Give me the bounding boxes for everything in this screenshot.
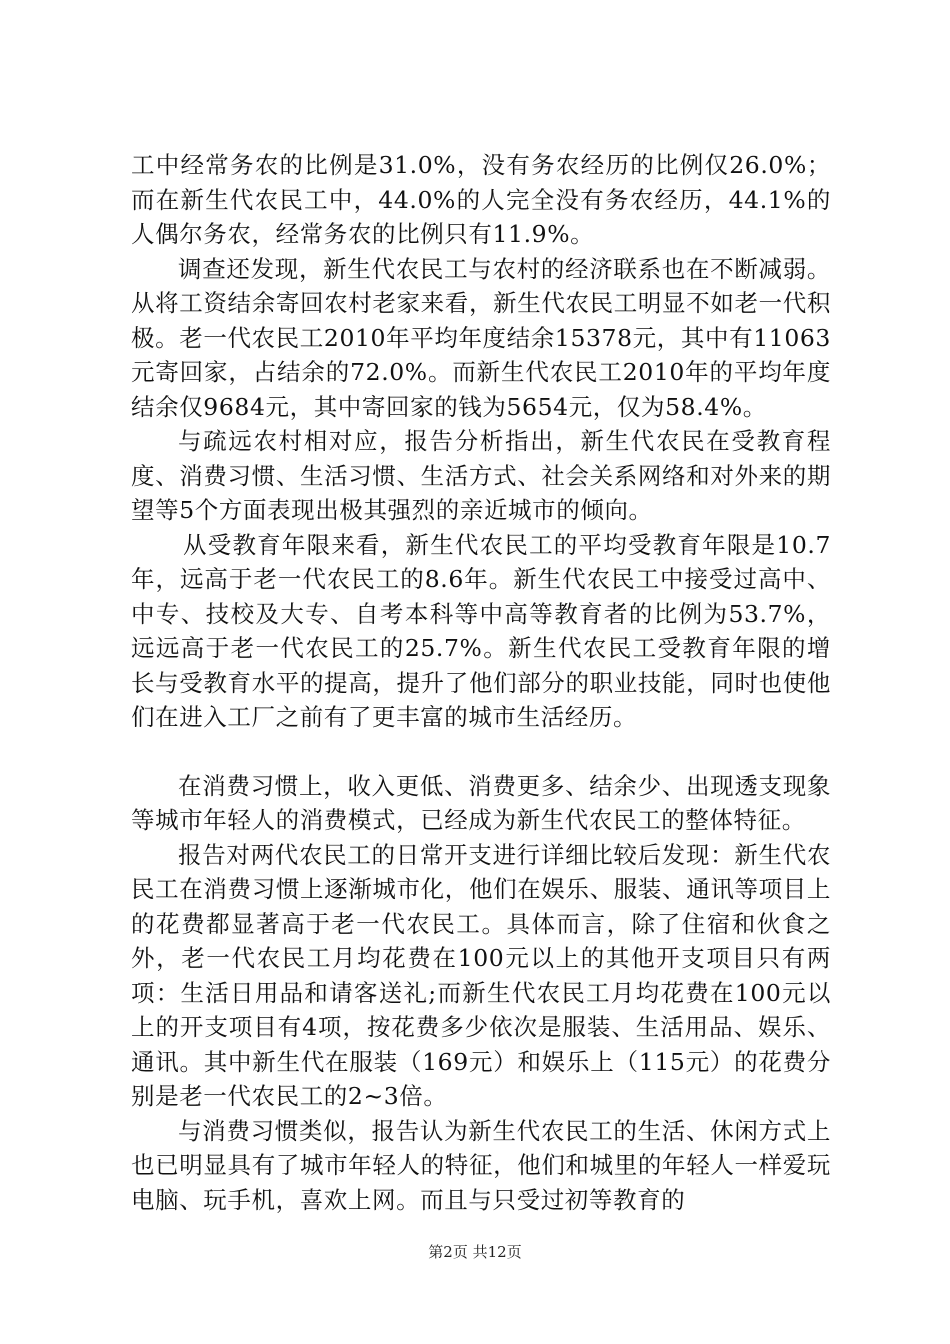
page-number-footer: 第2页 共12页 [428,1243,522,1261]
paragraph-consumption-habits: 在消费习惯上，收入更低、消费更多、结余少、出现透支现象等城市年轻人的消费模式，已经成为新生代农民工的整体特征。 [131,771,831,834]
paragraph-urban-tendency: 与疏远农村相对应，报告分析指出，新生代农民在受教育程度、消费习惯、生活习惯、生活方式、社会关系网络和对外来的期望等5个方面表现出极其强烈的亲近城市的倾向。 [131,427,831,524]
paragraph-farming-ratio: 工中经常务农的比例是31.0%，没有务农经历的比例仅26.0%；而在新生代农民工中，44.0%的人完全没有务农经历，44.1%的人偶尔务农，经常务农的比例只有11.9%。 [131,151,831,248]
paragraph-education: 从受教育年限来看，新生代农民工的平均受教育年限是10.7年，远高于老一代农民工的8.6年。新生代农民工中接受过高中、中专、技校及大专、自考本科等中高等教育者的比例为53.7%，远远高于老一代农民工的25.7%。新生代农民工受教育年限的增长与受教育水平的提高，提升了他们部分的职业技能，同时也使他们在进入工厂之前有了更丰富的城市生活经历。 [131,530,831,731]
paragraph-lifestyle: 与消费习惯类似，报告认为新生代农民工的生活、休闲方式上也已明显具有了城市年轻人的特征，他们和城里的年轻人一样爱玩电脑、玩手机，喜欢上网。而且与只受过初等教育的 [131,1116,831,1214]
document-body [131,148,831,1217]
paragraph-expense-comparison: 报告对两代农民工的日常开支进行详细比较后发现：新生代农民工在消费习惯上逐渐城市化，他们在娱乐、服装、通讯等项目上的花费都显著高于老一代农民工。具体而言，除了住宿和伙食之外，老一代农民工月均花费在100元以上的其他开支项目只有两项：生活日用品和请客送礼;而新生代农民工月均花费在100元以上的开支项目有4项，按花费多少依次是服装、生活用品、娱乐、通讯。其中新生代在服装（169元）和娱乐上（115元）的花费分别是老一代农民工的2~3倍。 [131,840,831,1110]
paragraph-economic-ties: 调查还发现，新生代农民工与农村的经济联系也在不断减弱。从将工资结余寄回农村老家来看，新生代农民工明显不如老一代积极。老一代农民工2010年平均年度结余15378元，其中有11063元寄回家，占结余的72.0%。而新生代农民工2010年的平均年度结余仅9684元，其中寄回家的钱为5654元，仅为58.4%。 [131,254,831,421]
paragraph-spacer [131,735,831,769]
